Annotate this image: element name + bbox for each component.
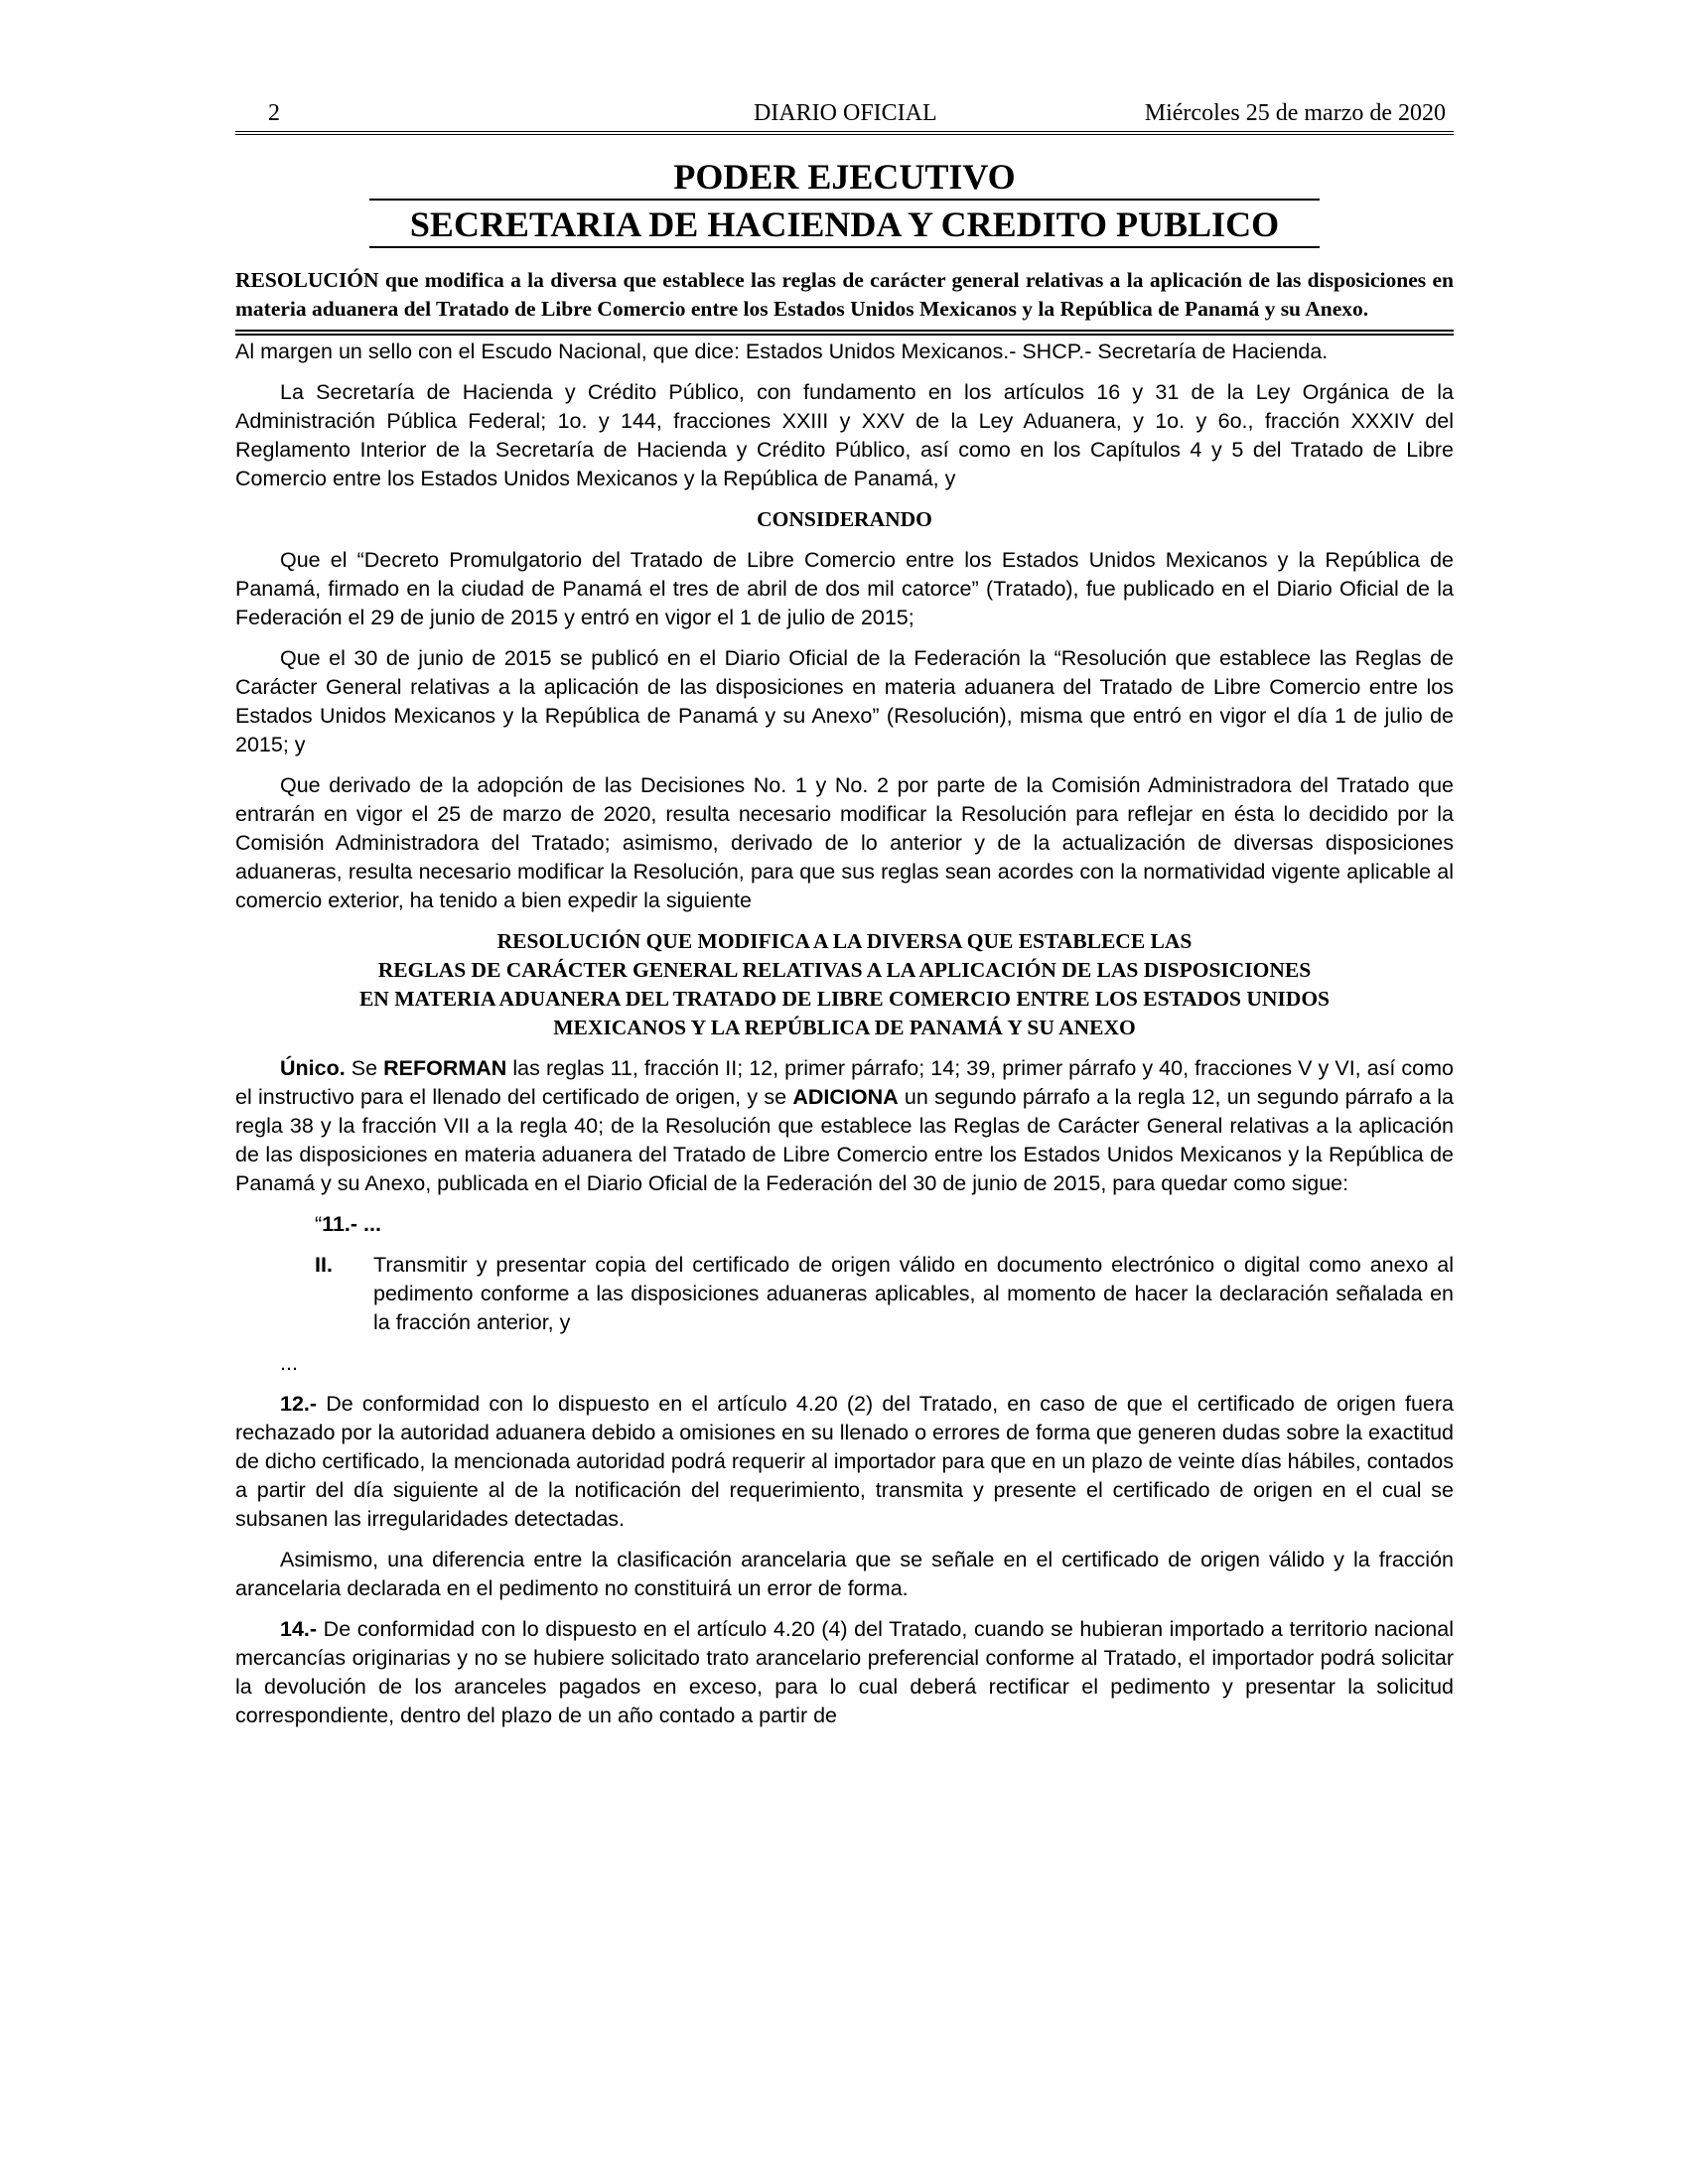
summary-divider xyxy=(235,330,1454,336)
rule-11-heading xyxy=(235,1210,1454,1239)
rule-14-label: 14.- xyxy=(280,1617,318,1641)
resolution-heading-line: RESOLUCIÓN QUE MODIFICA A LA DIVERSA QUE ESTABLECE LAS xyxy=(496,929,1193,953)
resolution-heading-line: REGLAS DE CARÁCTER GENERAL RELATIVAS A LA APLICACIÓN DE LAS DISPOSICIONES xyxy=(377,958,1312,982)
rule-12-text: De conformidad con lo dispuesto en el artículo 4.20 (2) del Tratado, en caso de que el certificado de origen fuera rechazado por la autoridad aduanera debido a omisiones en su llenado o errores de forma que generen dudas sobre la exactitud de dicho certificado, la mencionada autoridad podrá requerir al importador para que en un plazo de veinte días hábiles, contados a partir del día siguiente al de la notificación del requerimiento, transmita y presente el certificado de origen en el cual se subsanen las irregularidades detectadas. xyxy=(235,1392,1454,1531)
resolution-summary xyxy=(235,266,1454,324)
unico-paragraph xyxy=(235,1054,1454,1198)
document-page xyxy=(235,95,1454,1742)
margin-note: Al margen un sello con el Escudo Nacional, que dice: Estados Unidos Mexicanos.- SHCP.- Secretaría de Hacienda. xyxy=(235,340,1329,363)
omission-mark: ... xyxy=(280,1351,298,1375)
rule-12-second-paragraph: Asimismo, una diferencia entre la clasificación arancelaria que se señale en el certificado de origen válido y la fracción arancelaria declarada en el pedimento no constituirá un error de forma. xyxy=(235,1548,1454,1600)
resolution-lead: RESOLUCIÓN xyxy=(235,268,379,292)
unico-text: Se xyxy=(345,1056,384,1080)
publication-date: Miércoles 25 de marzo de 2020 xyxy=(1144,100,1446,126)
ministry-divider xyxy=(369,246,1320,248)
title-divider xyxy=(369,199,1320,201)
publication-name: DIARIO OFICIAL xyxy=(754,100,937,126)
document-body xyxy=(235,338,1454,1730)
rule-14-paragraph xyxy=(235,1615,1454,1730)
rule-12-label: 12.- xyxy=(280,1392,318,1416)
fraction-text: Transmitir y presentar copia del certificado de origen válido en documento electrónico o digital como anexo al pedimento conforme a las disposiciones aduaneras aplicables, al momento de hacer la declaración señalada en la fracción anterior, y xyxy=(373,1253,1454,1334)
unico-text: las reglas 11, fracción II; 12, primer párrafo; 14; 39, primer párrafo y 40, fracciones V y VI, así como el instructivo para el llenado del certificado de origen, y se xyxy=(235,1056,1455,1109)
unico-label: Único. xyxy=(280,1056,346,1080)
open-quote: “ xyxy=(315,1212,323,1236)
rule-11-label: 11.- xyxy=(322,1212,358,1236)
resolution-heading xyxy=(235,927,1454,1042)
rule-11-fraction xyxy=(235,1251,1454,1337)
resolution-text: que modifica a la diversa que establece las reglas de carácter general relativas a la aplicación de las disposiciones en materia aduanera del Tratado de Libre Comercio entre los Estados Unidos Mexicanos y la República de Panamá y su Anexo. xyxy=(235,268,1454,321)
considerando-paragraph: Que el 30 de junio de 2015 se publicó en el Diario Oficial de la Federación la “Resolución que establece las Reglas de Carácter General relativas a la aplicación de las disposiciones en materia aduanera del Tratado de Libre Comercio entre los Estados Unidos Mexicanos y la República de Panamá y su Anexo” (Resolución), misma que entró en vigor el día 1 de julio de 2015; y xyxy=(235,646,1454,756)
fraction-number: II. xyxy=(315,1253,333,1277)
page-header xyxy=(235,95,1454,135)
resolution-heading-line: MEXICANOS Y LA REPÚBLICA DE PANAMÁ Y SU ANEXO xyxy=(553,1016,1136,1039)
unico-text: un segundo párrafo a la regla 12, un segundo párrafo a la regla 38 y la fracción VII a la regla 40; de la Resolución que establece las Reglas de Carácter General relativas a la aplicación de las disposiciones en materia aduanera del Tratado de Libre Comercio entre los Estados Unidos Mexicanos y la República de Panamá y su Anexo, publicada en el Diario Oficial de la Federación del 30 de junio de 2015, para quedar como sigue: xyxy=(235,1085,1454,1195)
considerando-heading: CONSIDERANDO xyxy=(757,507,932,531)
section-titles xyxy=(235,159,1454,248)
rule-11-ellipsis: ... xyxy=(357,1212,381,1236)
considerando-paragraph: Que el “Decreto Promulgatorio del Tratado de Libre Comercio entre los Estados Unidos Mexicanos y la República de Panamá, firmado en la ciudad de Panamá el tres de abril de dos mil catorce” (Tratado), fue publicado en el Diario Oficial de la Federación el 29 de junio de 2015 y entró en vigor el 1 de julio de 2015; xyxy=(235,548,1454,629)
intro-paragraph: La Secretaría de Hacienda y Crédito Público, con fundamento en los artículos 16 y 31 de la Ley Orgánica de la Administración Pública Federal; 1o. y 144, fracciones XXIII y XXV de la Ley Aduanera, y 1o. y 6o., fracción XXXIV del Reglamento Interior de la Secretaría de Hacienda y Crédito Público, así como en los Capítulos 4 y 5 del Tratado de Libre Comercio entre los Estados Unidos Mexicanos y la República de Panamá, y xyxy=(235,380,1454,490)
branch-title: PODER EJECUTIVO xyxy=(673,157,1016,197)
considerando-paragraph: Que derivado de la adopción de las Decisiones No. 1 y No. 2 por parte de la Comisión Administradora del Tratado que entrarán en vigor el 25 de marzo de 2020, resulta necesario modificar la Resolución para reflejar en ésta lo decidido por la Comisión Administradora del Tratado; asimismo, derivado de lo anterior y de la actualización de diversas disposiciones aduaneras, resulta necesario modificar la Resolución, para que sus reglas sean acordes con la normatividad vigente aplicable al comercio exterior, ha tenido a bien expedir la siguiente xyxy=(235,773,1454,912)
ministry-title: SECRETARIA DE HACIENDA Y CREDITO PUBLICO xyxy=(409,205,1280,244)
resolution-heading-line: EN MATERIA ADUANERA DEL TRATADO DE LIBRE COMERCIO ENTRE LOS ESTADOS UNIDOS xyxy=(358,987,1331,1011)
page-number: 2 xyxy=(268,100,280,126)
adiciona-keyword: ADICIONA xyxy=(792,1085,899,1109)
reforman-keyword: REFORMAN xyxy=(383,1056,507,1080)
rule-12-paragraph xyxy=(235,1390,1454,1534)
rule-14-text: De conformidad con lo dispuesto en el artículo 4.20 (4) del Tratado, cuando se hubieran importado a territorio nacional mercancías originarias y no se hubiere solicitado trato arancelario preferencial conforme al Tratado, el importador podrá solicitar la devolución de los aranceles pagados en exceso, para lo cual deberá rectificar el pedimento y presentar la solicitud correspondiente, dentro del plazo de un año contado a partir de xyxy=(235,1617,1454,1727)
